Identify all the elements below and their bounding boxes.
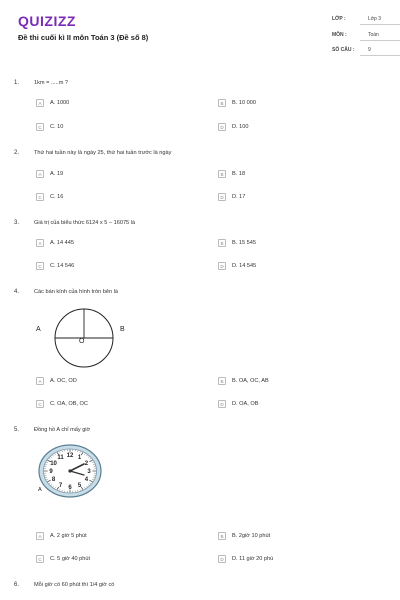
clock-center	[68, 469, 71, 472]
option-label: B. 10 000	[232, 99, 256, 106]
option-label: C. 14 546	[50, 262, 75, 269]
point-a-label: A	[36, 326, 41, 333]
worksheet-header	[0, 0, 400, 70]
option-label: A. OC, OD	[50, 377, 77, 384]
meta-class-key: LỚP :	[332, 16, 346, 22]
question-text: Đồng hồ A chỉ mấy giờ	[34, 427, 91, 433]
option-label: A. 14 445	[50, 239, 74, 246]
option-label: B. 18	[232, 170, 246, 177]
question-text: Thứ hai tuần này là ngày 25, thứ hai tuần trước là ngày	[34, 150, 172, 156]
meta-divider	[360, 24, 400, 25]
question-number: 6.	[14, 582, 20, 588]
option-label: B. 2giờ 10 phút	[232, 532, 271, 539]
option-letter-box[interactable]: B	[218, 99, 226, 107]
option-label: A. 19	[50, 170, 64, 177]
question-text: Mỗi giờ có 60 phút thì 1/4 giờ có	[34, 582, 115, 588]
option-letter-box[interactable]: B	[218, 239, 226, 247]
option-label: B. 15 545	[232, 239, 256, 246]
option-label: B. OA, OC, AB	[232, 377, 269, 384]
option-letter-box[interactable]: A	[36, 99, 44, 107]
option-label: D. 17	[232, 193, 246, 200]
option-letter-box[interactable]: D	[218, 555, 226, 563]
clock-number: 2	[84, 461, 89, 467]
option-letter-box[interactable]: B	[218, 532, 226, 540]
question-number: 4.	[14, 289, 20, 295]
clock-number: 9	[49, 469, 53, 475]
option-label: C. 10	[50, 123, 64, 130]
option-letter-box[interactable]: B	[218, 170, 226, 178]
option-label: D. 14 545	[232, 262, 257, 269]
clock-number: 10	[50, 461, 57, 467]
meta-count-key: SỐ CÂU :	[332, 47, 355, 53]
option-letter-box[interactable]: A	[36, 239, 44, 247]
clock-a-label: A	[38, 487, 42, 493]
question-text: Giá trị của biểu thức 6124 x 5 – 16075 là	[34, 220, 136, 226]
option-letter-box[interactable]: C	[36, 262, 44, 270]
meta-class-value: Lớp 3	[368, 16, 382, 22]
question-text: 1km = .....m ?	[34, 80, 69, 86]
option-letter-box[interactable]: D	[218, 193, 226, 201]
clock-icon	[36, 443, 106, 499]
quizizz-logo: QUIZIZZ	[18, 13, 76, 29]
clock-number: 7	[58, 482, 63, 489]
clock-number: 11	[57, 455, 64, 462]
meta-count-value: 9	[368, 47, 371, 53]
option-letter-box[interactable]: B	[218, 377, 226, 385]
clock-number: 5	[77, 482, 82, 489]
option-letter-box[interactable]: D	[218, 400, 226, 408]
question-number: 3.	[14, 220, 20, 226]
point-b-label: B	[120, 326, 125, 333]
clock-number: 4	[84, 477, 89, 483]
option-label: A. 1000	[50, 99, 70, 106]
point-o-label: O	[79, 338, 85, 345]
meta-divider	[360, 40, 400, 41]
option-label: D. 100	[232, 123, 249, 130]
clock-number: 12	[66, 453, 74, 459]
meta-subject-value: Toán	[368, 32, 379, 38]
worksheet-title: Đề thi cuối kì II môn Toán 3 (Đề số 8)	[18, 33, 149, 42]
clock-number: 6	[68, 485, 72, 491]
option-label: D. OA, OB	[232, 400, 259, 407]
option-letter-box[interactable]: A	[36, 170, 44, 178]
option-letter-box[interactable]: A	[36, 377, 44, 385]
option-letter-box[interactable]: D	[218, 262, 226, 270]
question-number: 2.	[14, 150, 20, 156]
option-label: A. 2 giờ 5 phút	[50, 532, 87, 539]
option-letter-box[interactable]: A	[36, 532, 44, 540]
option-letter-box[interactable]: C	[36, 123, 44, 131]
option-letter-box[interactable]: C	[36, 400, 44, 408]
option-label: C. 5 giờ 40 phút	[50, 555, 91, 562]
option-letter-box[interactable]: C	[36, 193, 44, 201]
option-label: D. 11 giờ 20 phú	[232, 555, 274, 562]
clock-number: 3	[87, 469, 91, 475]
clock-number: 8	[51, 477, 56, 483]
option-label: C. OA, OB, OC	[50, 400, 88, 407]
clock-number: 1	[77, 455, 82, 462]
question-number: 1.	[14, 80, 20, 86]
clock-figure	[36, 443, 106, 499]
option-letter-box[interactable]: D	[218, 123, 226, 131]
question-text: Các bán kính của hình tròn bên là	[34, 289, 118, 295]
question-number: 5.	[14, 427, 20, 433]
meta-subject-key: MÔN :	[332, 32, 347, 38]
option-letter-box[interactable]: C	[36, 555, 44, 563]
meta-divider	[360, 55, 400, 56]
option-label: C. 16	[50, 193, 64, 200]
